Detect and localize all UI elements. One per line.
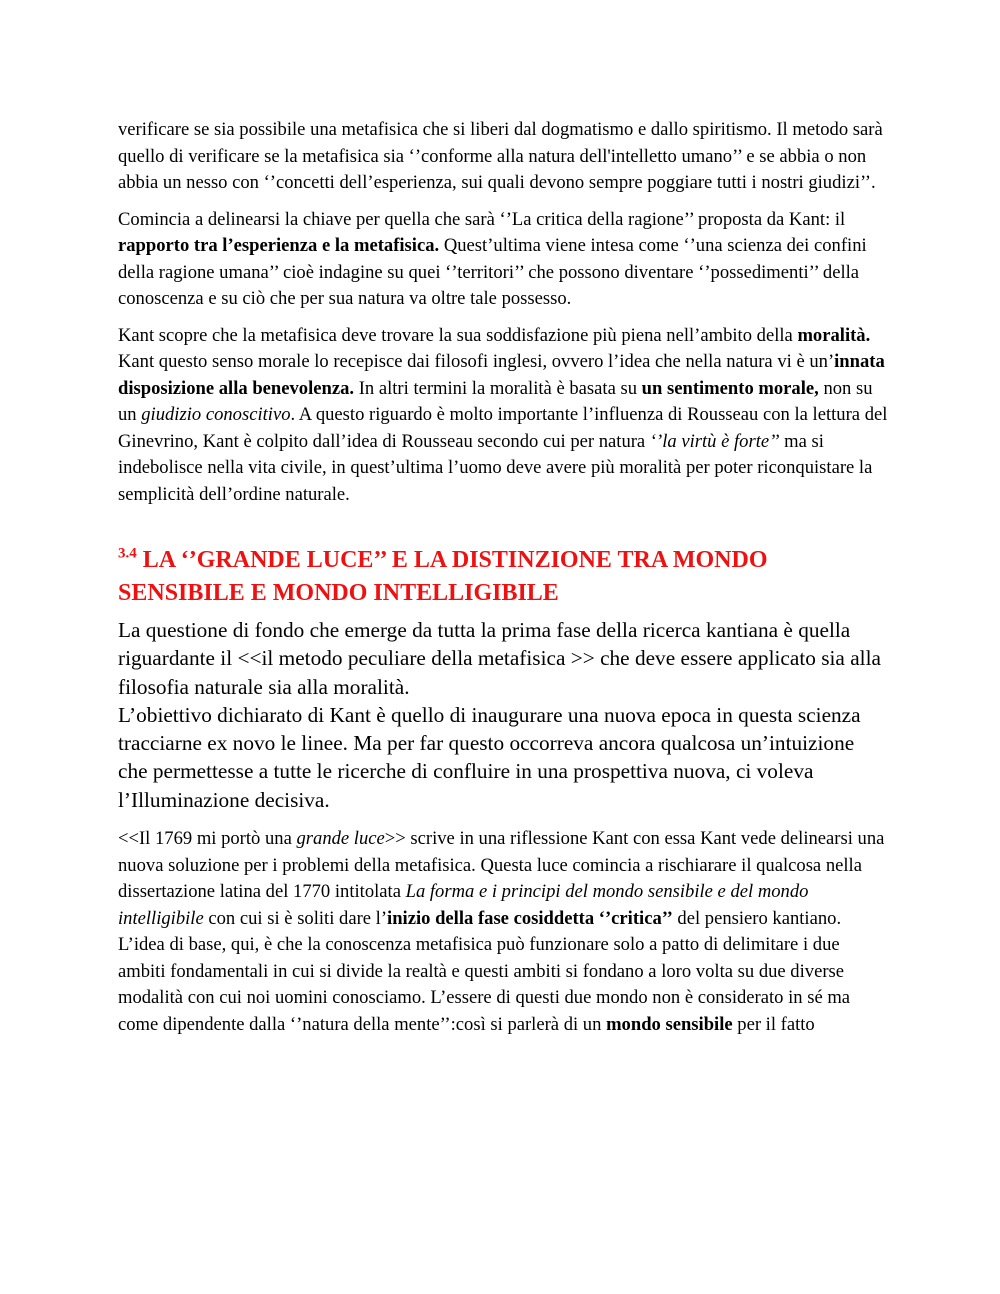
text-run: con cui si è soliti dare l’ (203, 907, 388, 929)
bold-text: un sentimento morale, (641, 377, 819, 399)
section-number: 3.4 (118, 545, 137, 562)
bold-text: moralità. (797, 324, 871, 346)
text-run: >> scrive in una riflessione Kant con essa Kant vede delinearsi una nuova soluzione per i problemi della metafisica. Questa luce comincia a rischiarare il qualcosa nella dissertazione latina del 1770 intitolata (118, 828, 885, 903)
text-run: non su un (118, 377, 873, 425)
bold-text: inizio della fase cosiddetta ‘’critica’’ (387, 907, 673, 929)
section-heading (118, 544, 888, 610)
paragraph-moralita (118, 323, 888, 509)
bold-text: mondo sensibile (606, 1013, 733, 1035)
text-run: In altri termini la moralità è basata su (354, 377, 642, 399)
section-title: LA ‘’GRANDE LUCE’’ E LA DISTINZIONE TRA MONDO SENSIBILE E MONDO INTELLIGIBILE (118, 547, 768, 606)
text-run: <<Il 1769 mi portò una (118, 828, 297, 850)
bold-text: rapporto tra l’esperienza e la metafisica. (118, 235, 440, 256)
paragraph-grande-luce (118, 826, 888, 1038)
paragraph-intro-text: verificare se sia possibile una metafisica che si liberi dal dogmatismo e dallo spiritismo. Il metodo sarà quello di verificare se la metafisica sia ‘’conforme alla natura dell'intelletto umano’’ e se abbia o non abbia un nesso con ‘’concetti dell’esperienza, sui quali devono sempre poggiare tutti i nostri giudizi’’. (118, 119, 883, 193)
paragraph-metodo (118, 616, 888, 814)
document-page (118, 117, 888, 1038)
italic-text: giudizio conoscitivo (141, 404, 291, 425)
text-run: La questione di fondo che emerge da tutta la prima fase della ricerca kantiana è quella riguardante il <<il metodo peculiare della metafisica >> che deve essere applicato sia alla filosofia naturale sia alla moralità. (118, 618, 881, 699)
italic-text: La forma e i principi del mondo sensibile e del mondo intelligibile (118, 881, 809, 929)
paragraph-critica-ragione (118, 207, 888, 313)
bold-text: innata disposizione alla benevolenza. (118, 351, 885, 399)
text-run: per il fatto (732, 1013, 815, 1035)
text-run: Comincia a delinearsi la chiave per quella che sarà ‘’La critica della ragione’’ proposta da Kant: il (118, 208, 846, 230)
text-run: L’obiettivo dichiarato di Kant è quello di inaugurare una nuova epoca in questa scienza tracciarne ex novo le linee. Ma per far questo occorreva ancora qualcosa un’intuizione che permettesse a tutte le ricerche di confluire in una prospettiva nuova, ci voleva l’Illuminazione decisiva. (118, 702, 861, 812)
italic-text: grande luce (296, 828, 385, 850)
text-run: Kant scopre che la metafisica deve trovare la sua soddisfazione più piena nell’ambito della (118, 324, 798, 346)
text-run: ma si indebolisce nella vita civile, in quest’ultima l’uomo deve avere più moralità per poter riconquistare la semplicità dell’ordine naturale. (118, 430, 873, 505)
text-run: Kant questo senso morale lo recepisce dai filosofi inglesi, ovvero l’idea che nella natura vi è un’ (118, 351, 835, 372)
paragraph-intro (118, 117, 888, 197)
text-run: . A questo riguardo è molto importante l’influenza di Rousseau con la lettura del Ginevrino, Kant è colpito dall’idea di Rousseau secondo cui per natura (118, 404, 888, 452)
text-run: Quest’ultima viene intesa come ‘’una scienza dei confini della ragione umana’’ cioè indagine su quei ‘’territori’’ che possono diventare ‘’possedimenti’’ della conoscenza e su ciò che per sua natura va oltre tale possesso. (118, 235, 867, 309)
text-run: del pensiero kantiano. L’idea di base, qui, è che la conoscenza metafisica può funzionare solo a patto di delimitare i due ambiti fondamentali in cui si divide la realtà e questi ambiti si fondano a loro volta su due diverse modalità con cui noi uomini conosciamo. L’essere di questi due mondo non è considerato in sé ma come dipendente dalla ‘’natura della mente’’:così si parlerà di un (118, 907, 851, 1035)
italic-text: ‘’la virtù è forte’’ (649, 430, 780, 452)
